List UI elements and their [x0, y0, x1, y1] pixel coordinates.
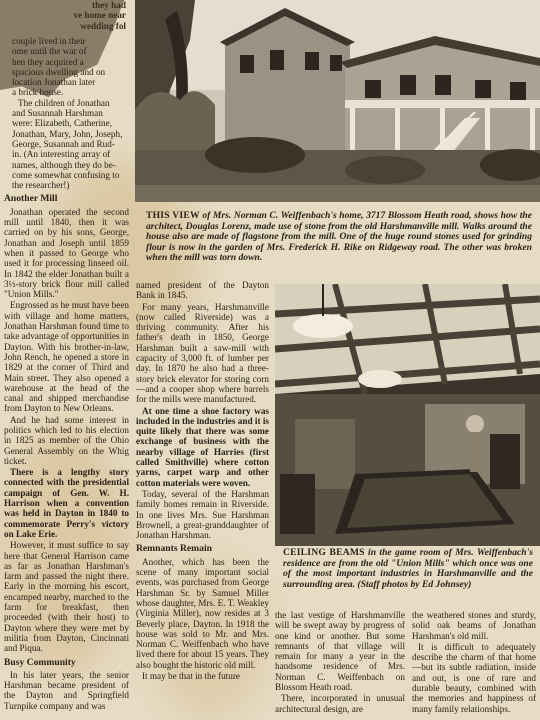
bold-paragraph: At one time a shoe factory was included in the industries and it is quite likely that there was some exchange of business with the nearby village of Harries (first called Smithville) where cotton yarns, carpet warp and other cotton materials were woven.	[136, 405, 269, 488]
text-line: ome until the war of	[12, 46, 87, 57]
paragraph: Engrossed as he must have been with village and home matters, Jonathan Harshman found time to take advantage of opportunities in Dayton. With his brother-in-law, John Rench, he opened a store in 1829 at the corner of Third and Main street. They also opened a warehouse at the head of the canal and shipped merchandise from Dayton to New Orleans.	[4, 300, 130, 414]
fragment-line: wedding fol	[80, 20, 126, 31]
paragraph: In his later years, the senior Harshman became president of the Dayton and Springfield Turnpike company and was	[4, 669, 129, 711]
text-line: in. (An interesting array of	[12, 149, 111, 160]
text-line: location Jonathan later	[12, 77, 96, 88]
subhead-another-mill: Another Mill	[4, 193, 58, 205]
text-line: spacious dwelling and on	[12, 66, 106, 77]
text-line: and Susannah Harshman	[12, 108, 103, 119]
caption-lead: CEILING BEAMS	[283, 547, 365, 558]
paragraph: And he had some interest in politics which led to his election in 1825 as member of the Ohio General Assembly on the Whig ticket.	[4, 414, 129, 466]
subhead-busy-community: Busy Community	[4, 656, 76, 668]
text-line: the researcher!)	[12, 180, 70, 191]
game-room-photo-image	[275, 284, 540, 546]
paragraph: Today, several of the Harshman family homes remain in Riverside. In one lives Mrs. Sue Harshman Brownell, a great-granddaughter of Jonathan Harshman.	[136, 488, 269, 541]
left-column	[4, 36, 129, 712]
text-line: were: Elizabeth, Catherine,	[12, 118, 112, 129]
bottom-column-right	[412, 610, 536, 715]
paragraph: Jonathan operated the second mill until 1840, then it was carried on by his sons, George, Jonathan and Joseph until 1859 when it passed to George who used it for processing linseed oil. In 1842 the elder Jonathan built a 3½-story brick flour mill called "Union Mills."	[4, 206, 129, 300]
bottom-column-center	[275, 610, 405, 715]
top-fragment	[46, 0, 126, 31]
middle-column	[136, 280, 269, 682]
text-line: names, although they do be-	[12, 159, 116, 170]
text-line: come somewhat confusing to	[12, 169, 120, 180]
bold-paragraph: There is a lengthy story connected with the presidential campaign of Gen. W. H. Harrison when a convention was held in Dayton in 1840 to commemorate Perry's victory on Lake Erie.	[4, 467, 129, 539]
fragment-line: they had	[92, 0, 126, 10]
caption-text: of Mrs. Norman C. Weiffenbach's home, 3717 Blossom Heath road, shows how the architect, Douglas Lorenz, made use of stone from the old Harshmanville mill. Walks around the house also are made of flagstone from the mill. One of the huge round stones used for grinding flour is now in the garden of Mrs. Frederick H. Rike on Ridgeway road. The other was broken when the mill was torn down.	[146, 210, 532, 263]
house-photo	[135, 0, 540, 202]
paragraph: For many years, Harshmanville (now called Riverside) was a thriving community. After his father's death in 1850, George Harshman built a saw-mill with capacity of 3,000 ft. of lumber per day. In 1870 he also had a three-story brick elevator for storing corn—and a cooper shop where barrels for the mills were manufactured.	[136, 301, 269, 405]
paragraph: the last vestige of Harshmanville will be swept away by progress of one kind or another. But some remnants of that village will remain for many a year in the handsome residence of Mrs. Norman C. Weiffenbach on Blossom Heath road.	[275, 610, 405, 693]
caption-text: in the game room of Mrs. Weiffenbach's residence are from the old "Union Mills" which once was one of the most important industries in Harshmanville and the surrounding area. (Staff photos by Ed Johnsey)	[283, 547, 533, 590]
text-line: hen they acquired a	[12, 56, 84, 67]
paragraph: It is difficult to adequately describe the charm of that home—but its subtle radiation, inside and out, is one of rare and durable beauty, combined with the memories and happiness of many family relationships.	[412, 641, 536, 714]
paragraph: Another, which has been the scene of many important social events, was purchased from George Harshman Sr. by Samuel Miller whose daughter, Mrs. E. T. Weakley (Virginia Miller), now resides at 3 Beverly place, Dayton. In 1918 the house was sold to Mr. and Mrs. Norman C. Weiffenbach who have lived there for about 15 years. They also bought the historic old mill.	[136, 556, 269, 670]
paragraph: It may be that in the future	[142, 670, 240, 681]
game-room-photo-caption	[283, 548, 533, 590]
text-line: George, Susannah and Rud-	[12, 138, 115, 149]
intro-lines	[4, 36, 129, 190]
text-line: The children of Jonathan	[18, 97, 110, 108]
text-line: Jonathan, Mary, John, Joseph,	[12, 128, 123, 139]
text-line: a brick house.	[12, 87, 64, 98]
paragraph: There, incorporated in unusual architectural design, are	[275, 693, 405, 714]
paragraph: However, it must suffice to say here that General Harrison came as far as Jonathan Harshman's farm and passed the night there. Early in the morning his escort, encamped nearby, marched to the farm for breakfast, then proceeded (with their host) to Dayton where they were met by militia from Dayton, Cincinnati and Piqua.	[4, 540, 129, 654]
game-room-photo	[275, 284, 540, 546]
paragraph: the weathered stones and sturdy, solid oak beams of Jonathan Harshman's old mill.	[412, 610, 536, 641]
caption-lead: THIS VIEW	[146, 210, 200, 221]
text-line: couple lived in their	[12, 36, 86, 46]
subhead-remnants-remain: Remnants Remain	[136, 543, 212, 555]
paragraph: named president of the Dayton Bank in 1845.	[136, 280, 269, 301]
house-photo-caption	[146, 211, 532, 264]
fragment-line: ve home near	[73, 10, 126, 21]
house-photo-image	[135, 0, 540, 202]
